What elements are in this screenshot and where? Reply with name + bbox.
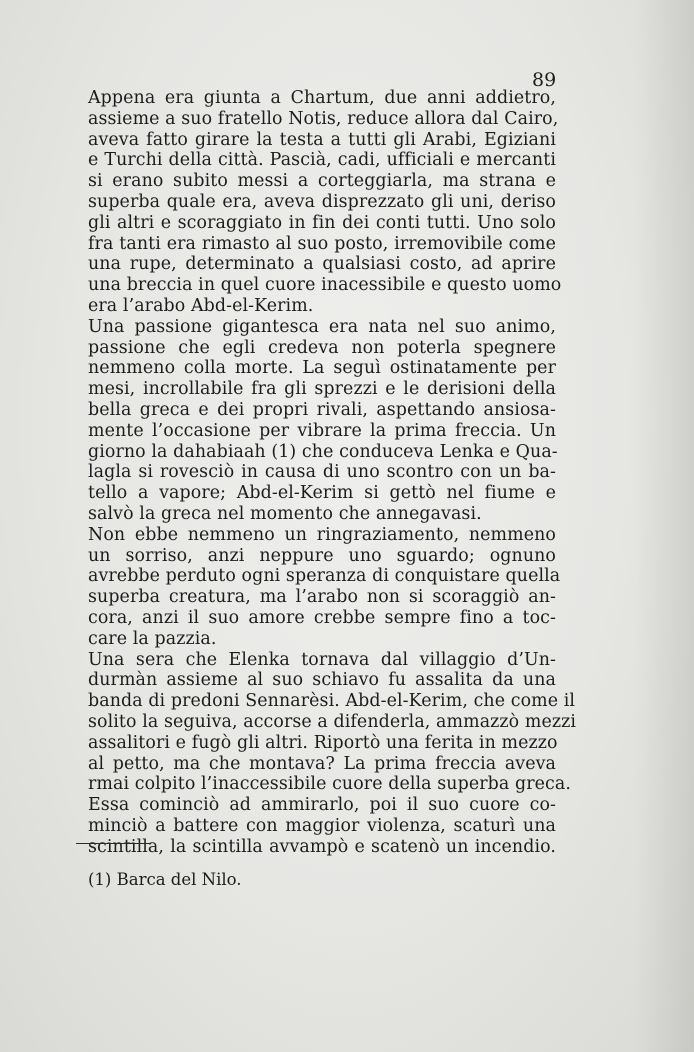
text-line: passione che egli credeva non poterla spegnere	[88, 337, 556, 358]
text-line: lagla si rovesciò in causa di uno scontro con un ba-	[88, 462, 556, 483]
body-text	[88, 88, 577, 857]
text-line: gli altri e scoraggiato in fin dei conti tutti. Uno solo	[88, 212, 556, 233]
text-line: si erano subito messi a corteggiarla, ma strana e	[88, 171, 556, 192]
text-line: bella greca e dei propri rivali, aspettando ansiosa-	[88, 399, 556, 420]
text-line: salvò la greca nel momento che annegavasi.	[88, 503, 482, 524]
text-line: e Turchi della città. Pascià, cadi, ufficiali e mercanti	[88, 150, 556, 171]
text-line: solito la seguiva, accorse a difenderla, ammazzò mezzi	[88, 711, 577, 732]
text-line: aveva fatto girare la testa a tutti gli Arabi, Egiziani	[88, 129, 556, 150]
text-line: durmàn assieme al suo schiavo fu assalita da una	[88, 670, 556, 691]
text-line: Essa cominciò ad ammirarlo, poi il suo cuore co-	[88, 795, 556, 816]
footnote-rule	[76, 843, 150, 844]
text-line: cora, anzi il suo amore crebbe sempre fino a toc-	[88, 607, 556, 628]
text-line: Una passione gigantesca era nata nel suo animo,	[88, 316, 556, 337]
text-line: mente l’occasione per vibrare la prima freccia. Un	[88, 420, 556, 441]
text-line: una rupe, determinato a qualsiasi costo, ad aprire	[88, 254, 556, 275]
text-line: superba quale era, aveva disprezzato gli uni, deriso	[88, 191, 556, 212]
text-line: rmai colpito l’inaccessibile cuore della superba greca.	[88, 774, 571, 795]
text-line: avrebbe perduto ogni speranza di conquistare quella	[88, 566, 561, 587]
text-line: assalitori e fugò gli altri. Riportò una ferita in mezzo	[88, 732, 558, 753]
text-line: care la pazzia.	[88, 628, 217, 649]
text-line: al petto, ma che montava? La prima freccia aveva	[88, 753, 556, 774]
text-line: Una sera che Elenka tornava dal villaggio d’Un-	[88, 649, 556, 670]
text-line: scintilla, la scintilla avvampò e scatenò un incendio.	[88, 836, 556, 857]
text-line: un sorriso, anzi neppure uno sguardo; ognuno	[88, 545, 556, 566]
text-line: superba creatura, ma l’arabo non si scoraggiò an-	[88, 587, 556, 608]
text-line: giorno la dahabiaah (1) che conduceva Lenka e Qua-	[88, 441, 558, 462]
page-number: 89	[532, 69, 557, 91]
text-line: Appena era giunta a Chartum, due anni addietro,	[88, 88, 556, 108]
footnote: (1) Barca del Nilo.	[88, 870, 242, 889]
text-line: fra tanti era rimasto al suo posto, irremovibile come	[88, 233, 556, 254]
text-line: Non ebbe nemmeno un ringraziamento, nemmeno	[88, 524, 556, 545]
text-line: nemmeno colla morte. La seguì ostinatamente per	[88, 358, 556, 379]
text-line: tello a vapore; Abd-el-Kerim si gettò nel fiume e	[88, 483, 556, 504]
text-line: mesi, incrollabile fra gli sprezzi e le derisioni della	[88, 379, 556, 400]
text-line: una breccia in quel cuore inacessibile e questo uomo	[88, 275, 562, 296]
text-line: minciò a battere con maggior violenza, scaturì una	[88, 815, 556, 836]
text-line: era l’arabo Abd-el-Kerim.	[88, 295, 314, 316]
text-line: assieme a suo fratello Notis, reduce allora dal Cairo,	[88, 108, 559, 129]
text-line: banda di predoni Sennarèsi. Abd-el-Kerim, che come il	[88, 691, 576, 712]
